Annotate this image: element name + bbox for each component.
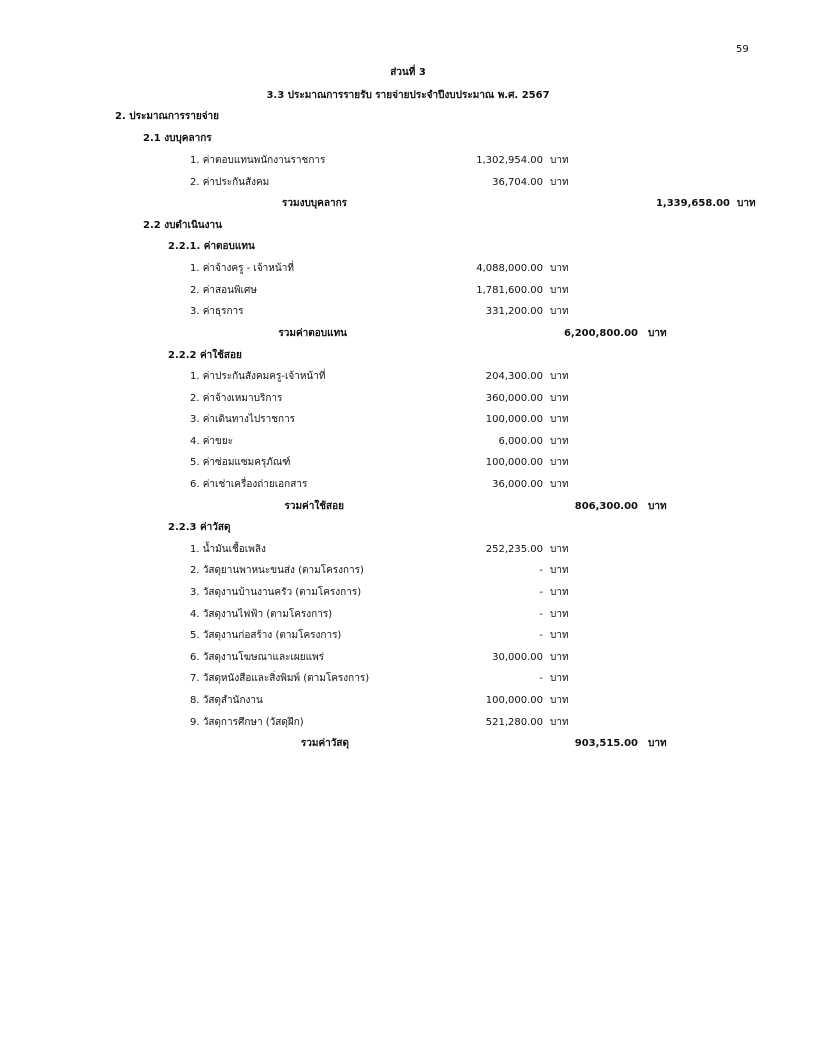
materials-item-unit: บาท — [550, 695, 569, 706]
compensation-item-label: 3. ค่าธุรการ — [190, 306, 244, 317]
materials-item-amount: 100,000.00 — [485, 695, 543, 706]
materials-item-unit: บาท — [550, 565, 569, 576]
compensation-total-unit: บาท — [648, 328, 667, 339]
materials-item-amount: 30,000.00 — [492, 652, 543, 663]
materials-item-unit: บาท — [550, 544, 569, 555]
personnel-total-label: รวมงบบุคลากร — [281, 198, 347, 209]
materials-total-amount: 903,515.00 — [574, 738, 638, 749]
compensation-item-label: 1. ค่าจ้างครู - เจ้าหน้าที่ — [190, 263, 294, 274]
compensation-total-amount: 6,200,800.00 — [563, 328, 638, 339]
compensation-item-label: 2. ค่าสอนพิเศษ — [190, 285, 257, 296]
personnel-item-amount: 1,302,954.00 — [476, 155, 543, 166]
compensation-item-amount: 4,088,000.00 — [476, 263, 543, 274]
expenses-item-amount: 36,000.00 — [492, 479, 543, 490]
materials-item-amount: - — [539, 630, 543, 641]
materials-item-unit: บาท — [550, 717, 569, 728]
expenses-item-unit: บาท — [550, 371, 569, 382]
expenses-item-amount: 6,000.00 — [498, 436, 543, 447]
materials-total-unit: บาท — [648, 738, 667, 749]
personnel-item-label: 1. ค่าตอบแทนพนักงานราชการ — [190, 155, 326, 166]
expenses-item-label: 4. ค่าขยะ — [190, 436, 234, 447]
expenses-item-label: 3. ค่าเดินทางไปราชการ — [190, 414, 296, 425]
compensation-item-unit: บาท — [550, 285, 569, 296]
materials-item-amount: - — [539, 587, 543, 598]
expenses-heading: 2.2.2 ค่าใช้สอย — [168, 350, 242, 361]
expenses-item-unit: บาท — [550, 457, 569, 468]
materials-item-amount: - — [539, 673, 543, 684]
expenses-total-amount: 806,300.00 — [574, 501, 638, 512]
materials-item-label: 2. วัสดุยานพาหนะขนส่ง (ตามโครงการ) — [190, 565, 364, 576]
materials-item-label: 3. วัสดุงานบ้านงานครัว (ตามโครงการ) — [190, 587, 362, 598]
materials-item-label: 8. วัสดุสำนักงาน — [190, 695, 263, 706]
materials-item-unit: บาท — [550, 609, 569, 620]
compensation-item-amount: 331,200.00 — [485, 306, 543, 317]
expenses-item-unit: บาท — [550, 414, 569, 425]
expenses-item-amount: 204,300.00 — [485, 371, 543, 382]
page-number: 59 — [736, 44, 749, 55]
page-title: 3.3 ประมาณการรายรับ รายจ่ายประจำปีงบประมาณ พ.ศ. 2567 — [266, 90, 550, 101]
materials-item-unit: บาท — [550, 630, 569, 641]
materials-item-amount: - — [539, 565, 543, 576]
materials-item-label: 7. วัสดุหนังสือและสิ่งพิมพ์ (ตามโครงการ) — [190, 673, 370, 684]
expenses-item-label: 6. ค่าเช่าเครื่องถ่ายเอกสาร — [190, 479, 308, 490]
main-heading: 2. ประมาณการรายจ่าย — [115, 111, 220, 122]
materials-item-label: 9. วัสดุการศึกษา (วัสดุฝึก) — [190, 717, 304, 728]
compensation-total-label: รวมค่าตอบแทน — [278, 328, 347, 339]
materials-item-label: 4. วัสดุงานไฟฟ้า (ตามโครงการ) — [190, 609, 333, 620]
expenses-total-label: รวมค่าใช้สอย — [284, 501, 344, 512]
expenses-item-amount: 100,000.00 — [485, 414, 543, 425]
personnel-total-unit: บาท — [737, 198, 756, 209]
personnel-total-amount: 1,339,658.00 — [655, 198, 730, 209]
personnel-item-amount: 36,704.00 — [492, 177, 543, 188]
compensation-item-unit: บาท — [550, 306, 569, 317]
expenses-item-unit: บาท — [550, 393, 569, 404]
materials-item-unit: บาท — [550, 652, 569, 663]
expenses-item-amount: 360,000.00 — [485, 393, 543, 404]
personnel-item-label: 2. ค่าประกันสังคม — [190, 177, 270, 188]
materials-item-unit: บาท — [550, 587, 569, 598]
personnel-item-unit: บาท — [550, 177, 569, 188]
materials-heading: 2.2.3 ค่าวัสดุ — [168, 522, 231, 533]
personnel-item-unit: บาท — [550, 155, 569, 166]
operations-heading: 2.2 งบดำเนินงาน — [143, 220, 222, 231]
personnel-heading: 2.1 งบบุคลากร — [143, 133, 212, 144]
expenses-item-label: 2. ค่าจ้างเหมาบริการ — [190, 393, 283, 404]
materials-total-label: รวมค่าวัสดุ — [300, 738, 349, 749]
compensation-item-amount: 1,781,600.00 — [476, 285, 543, 296]
materials-item-amount: - — [539, 609, 543, 620]
compensation-heading: 2.2.1. ค่าตอบแทน — [168, 241, 255, 252]
materials-item-amount: 521,280.00 — [485, 717, 543, 728]
materials-item-label: 1. น้ำมันเชื้อเพลิง — [190, 544, 266, 555]
materials-item-label: 6. วัสดุงานโฆษณาและเผยแพร่ — [190, 652, 325, 663]
expenses-item-label: 1. ค่าประกันสังคมครู-เจ้าหน้าที่ — [190, 371, 326, 382]
expenses-item-unit: บาท — [550, 436, 569, 447]
section-title: ส่วนที่ 3 — [390, 67, 426, 78]
expenses-item-label: 5. ค่าซ่อมแซมครุภัณฑ์ — [190, 457, 291, 468]
expenses-item-amount: 100,000.00 — [485, 457, 543, 468]
materials-item-amount: 252,235.00 — [485, 544, 543, 555]
expenses-total-unit: บาท — [648, 501, 667, 512]
materials-item-label: 5. วัสดุงานก่อสร้าง (ตามโครงการ) — [190, 630, 342, 641]
materials-item-unit: บาท — [550, 673, 569, 684]
expenses-item-unit: บาท — [550, 479, 569, 490]
compensation-item-unit: บาท — [550, 263, 569, 274]
